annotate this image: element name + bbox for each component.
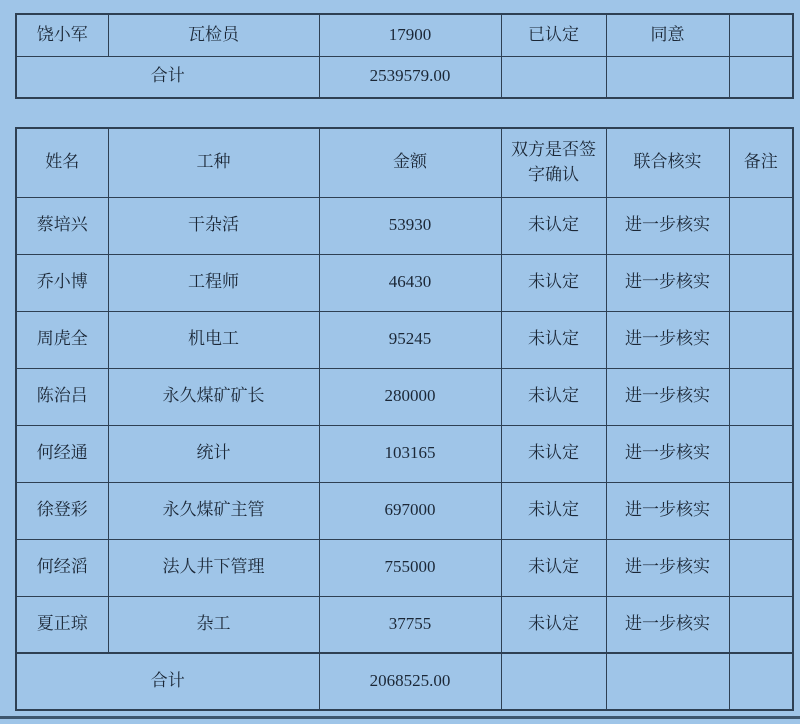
table-row — [16, 425, 793, 482]
remark-cell — [729, 368, 793, 425]
sign-status-cell: 未认定 — [501, 311, 606, 368]
total-amount-cell: 2539579.00 — [319, 56, 501, 98]
empty-cell — [501, 56, 606, 98]
sign-status-cell: 未认定 — [501, 368, 606, 425]
sign-status-cell: 未认定 — [501, 482, 606, 539]
table-row — [16, 197, 793, 254]
sign-status-cell: 已认定 — [501, 14, 606, 56]
col-header-name: 姓名 — [16, 128, 108, 197]
job-cell: 机电工 — [108, 311, 319, 368]
verify-cell: 进一步核实 — [606, 539, 729, 596]
verify-cell: 进一步核实 — [606, 368, 729, 425]
page-bottom-rule — [0, 716, 800, 719]
col-header-sign: 双方是否签字确认 — [501, 128, 606, 197]
remark-cell — [729, 14, 793, 56]
amount-cell: 95245 — [319, 311, 501, 368]
remark-cell — [729, 254, 793, 311]
amount-cell: 103165 — [319, 425, 501, 482]
empty-cell — [729, 56, 793, 98]
name-cell: 徐登彩 — [16, 482, 108, 539]
empty-cell — [606, 56, 729, 98]
verify-cell: 进一步核实 — [606, 254, 729, 311]
name-cell: 周虎全 — [16, 311, 108, 368]
job-cell: 瓦检员 — [108, 14, 319, 56]
total-label-cell: 合计 — [16, 653, 319, 710]
detail-table — [15, 127, 794, 711]
col-header-remark: 备注 — [729, 128, 793, 197]
job-cell: 法人井下管理 — [108, 539, 319, 596]
total-row — [16, 56, 793, 98]
summary-table — [15, 13, 794, 99]
col-header-verify: 联合核实 — [606, 128, 729, 197]
verify-cell: 进一步核实 — [606, 482, 729, 539]
remark-cell — [729, 539, 793, 596]
verify-cell: 进一步核实 — [606, 197, 729, 254]
remark-cell — [729, 482, 793, 539]
verify-cell: 进一步核实 — [606, 596, 729, 653]
remark-cell — [729, 596, 793, 653]
table-row — [16, 368, 793, 425]
verify-cell: 进一步核实 — [606, 425, 729, 482]
sign-status-cell: 未认定 — [501, 197, 606, 254]
table-row — [16, 311, 793, 368]
empty-cell — [501, 653, 606, 710]
amount-cell: 280000 — [319, 368, 501, 425]
remark-cell — [729, 197, 793, 254]
job-cell: 统计 — [108, 425, 319, 482]
amount-cell: 17900 — [319, 14, 501, 56]
amount-cell: 755000 — [319, 539, 501, 596]
table-row — [16, 596, 793, 653]
sign-status-cell: 未认定 — [501, 539, 606, 596]
remark-cell — [729, 425, 793, 482]
name-cell: 乔小博 — [16, 254, 108, 311]
name-cell: 陈治吕 — [16, 368, 108, 425]
header-row — [16, 128, 793, 197]
remark-cell — [729, 311, 793, 368]
job-cell: 干杂活 — [108, 197, 319, 254]
empty-cell — [606, 653, 729, 710]
col-header-amount: 金额 — [319, 128, 501, 197]
name-cell: 夏正琼 — [16, 596, 108, 653]
verify-cell: 同意 — [606, 14, 729, 56]
name-cell: 蔡培兴 — [16, 197, 108, 254]
name-cell: 何经通 — [16, 425, 108, 482]
table-row — [16, 482, 793, 539]
job-cell: 永久煤矿主管 — [108, 482, 319, 539]
amount-cell: 53930 — [319, 197, 501, 254]
amount-cell: 46430 — [319, 254, 501, 311]
job-cell: 杂工 — [108, 596, 319, 653]
table-row — [16, 254, 793, 311]
sign-status-cell: 未认定 — [501, 254, 606, 311]
name-cell: 何经滔 — [16, 539, 108, 596]
amount-cell: 697000 — [319, 482, 501, 539]
sign-status-cell: 未认定 — [501, 425, 606, 482]
sign-status-cell: 未认定 — [501, 596, 606, 653]
job-cell: 永久煤矿矿长 — [108, 368, 319, 425]
name-cell: 饶小军 — [16, 14, 108, 56]
job-cell: 工程师 — [108, 254, 319, 311]
table-row — [16, 539, 793, 596]
total-amount-cell: 2068525.00 — [319, 653, 501, 710]
col-header-job: 工种 — [108, 128, 319, 197]
total-row — [16, 653, 793, 710]
table-row — [16, 14, 793, 56]
amount-cell: 37755 — [319, 596, 501, 653]
total-label-cell: 合计 — [16, 56, 319, 98]
empty-cell — [729, 653, 793, 710]
verify-cell: 进一步核实 — [606, 311, 729, 368]
